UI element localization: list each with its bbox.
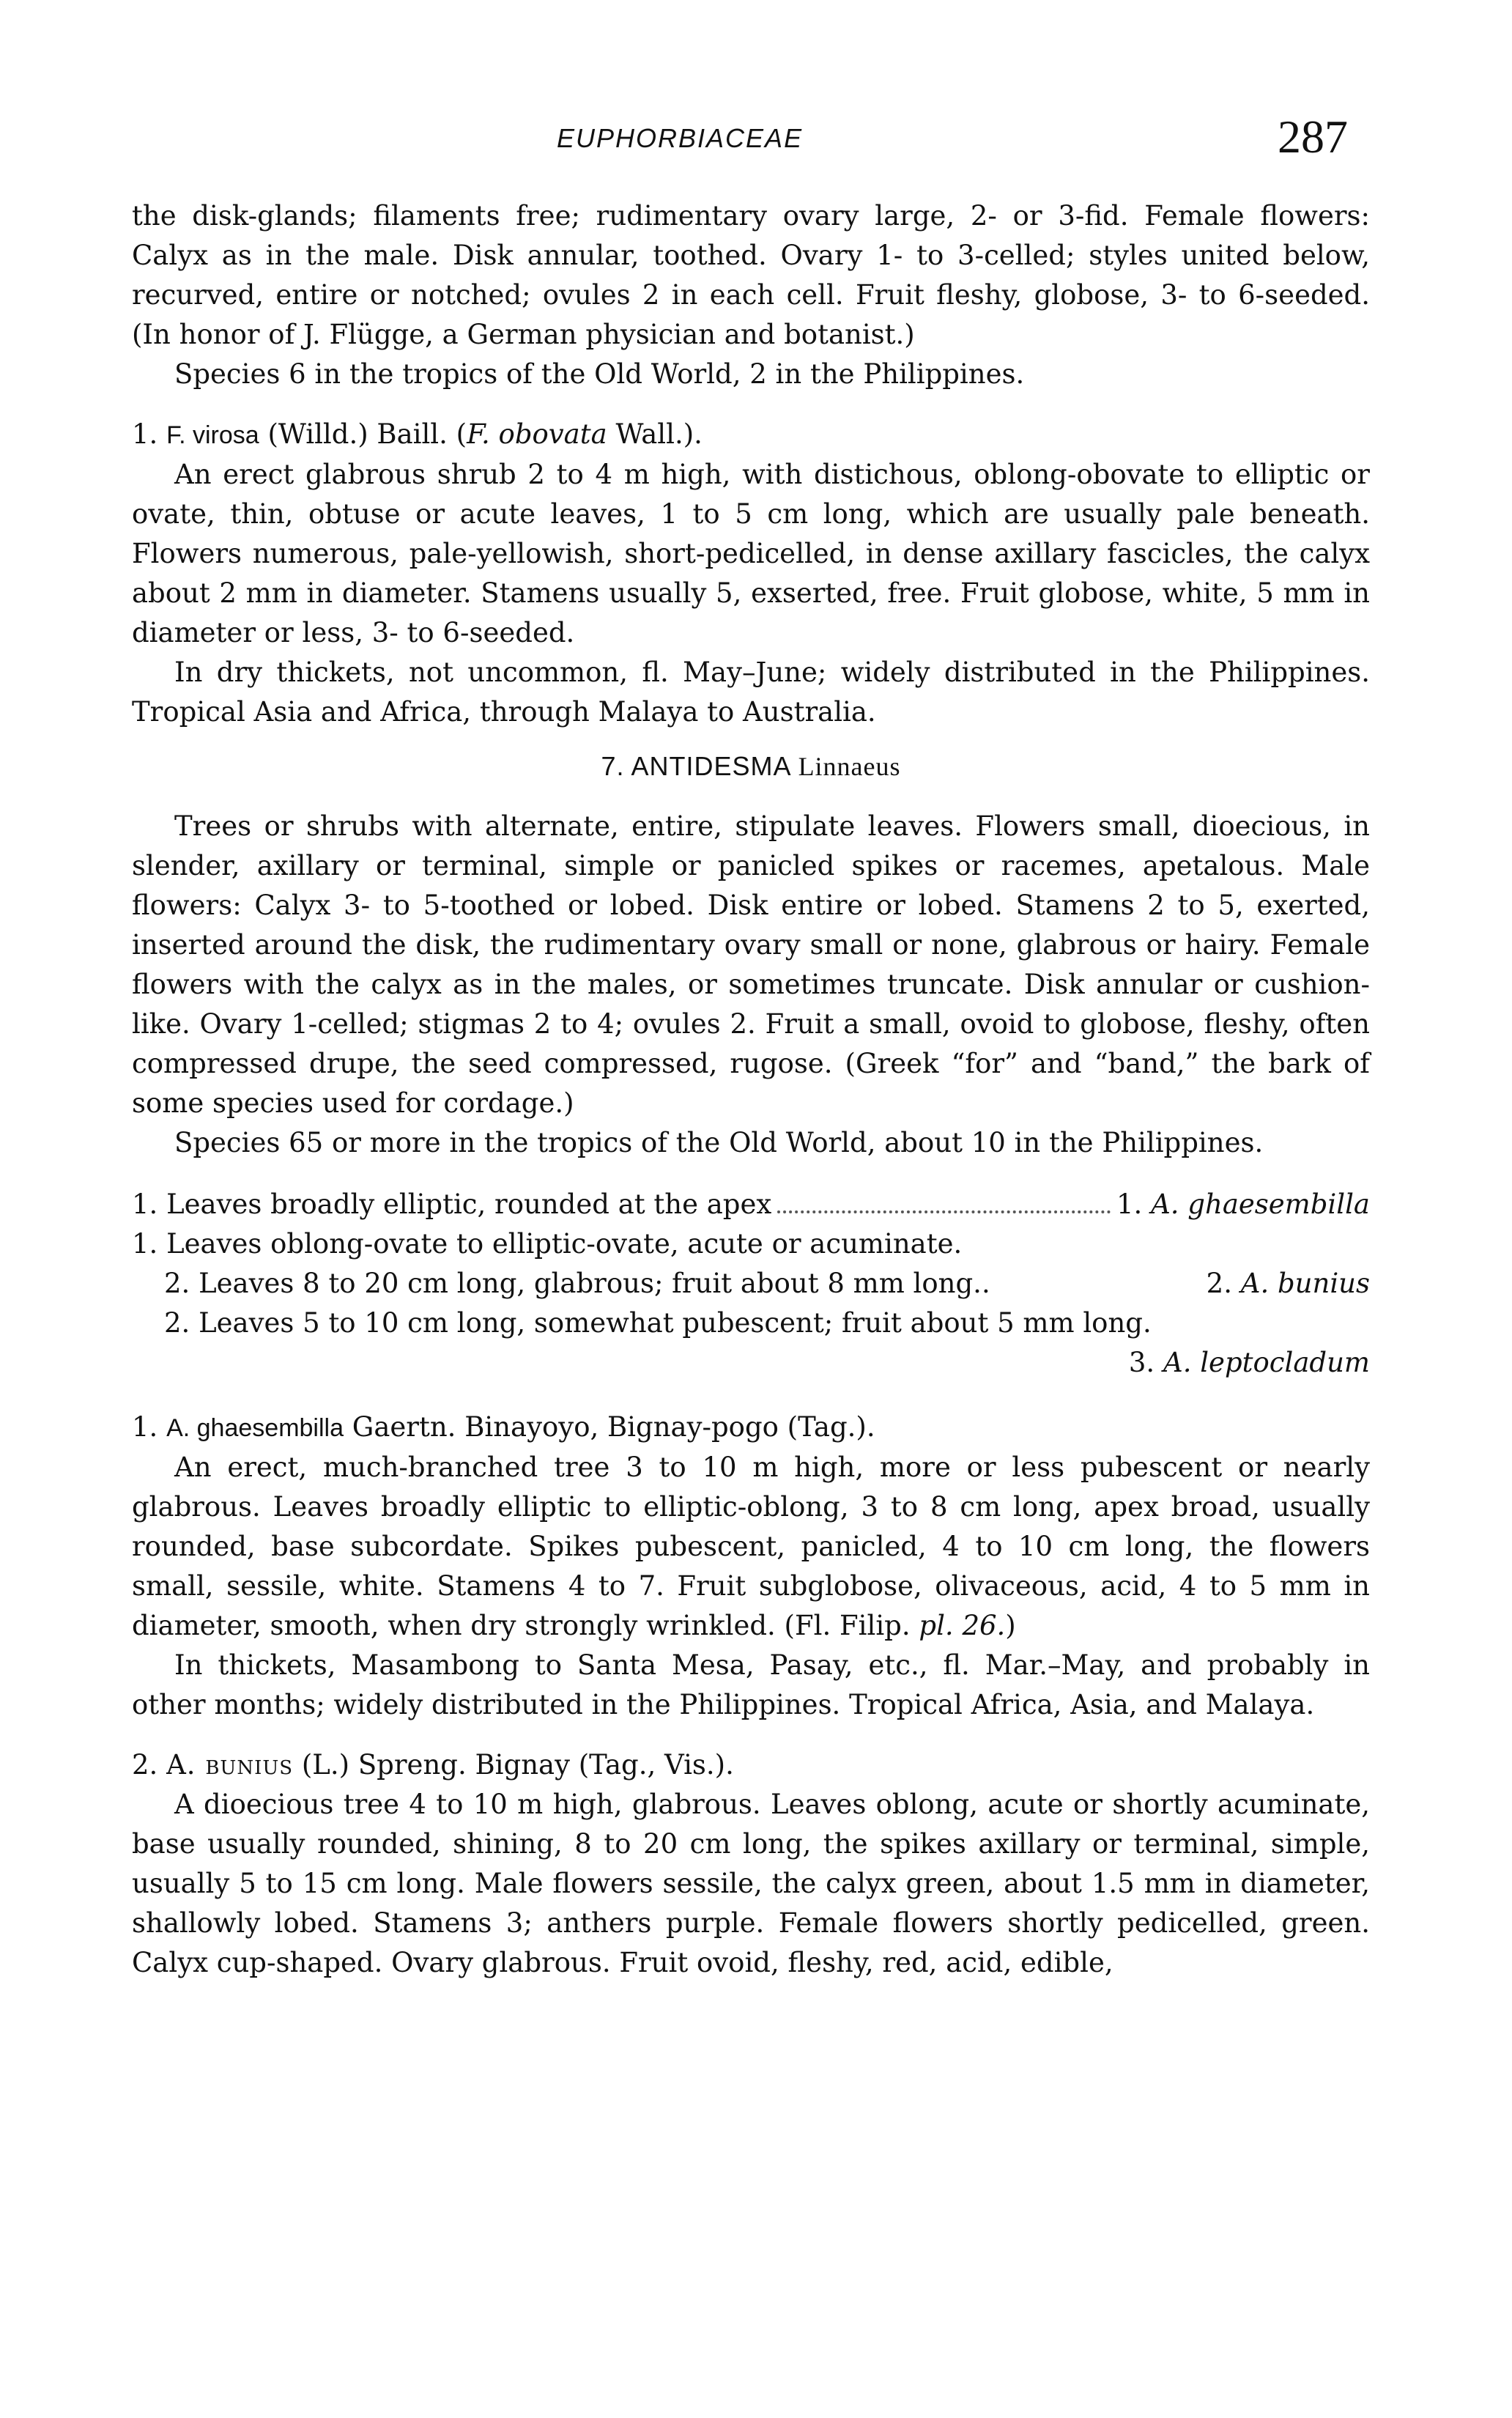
genus-distribution: Species 6 in the tropics of the Old World, 2 in the Philippines.: [174, 358, 1025, 390]
species-description: [132, 1448, 1370, 1646]
species-name: A. ghaesembilla: [166, 1414, 344, 1442]
species-heading-antidesma-bunius: [132, 1745, 1370, 1785]
species-number: 1.: [132, 1411, 158, 1443]
key-line: [132, 1264, 1370, 1304]
species-authority: (Willd.) Baill.: [267, 418, 448, 450]
description-text: An erect, much-branched tree 3 to 10 m high, more or less pubescent or nearly glabrous. Leaves broadly elliptic to elliptic-oblong, 3 to 8 cm long, apex broad, usually rounded, base subcordate. Spikes pubescent, panicled, 4 to 10 cm long, the flowers small, sessile, white. Stamens 4 to 7. Fruit subglobose, olivaceous, acid, 4 to 5 mm in diameter, smooth, when dry strongly wrinkled. (Fl. Filip.: [132, 1452, 1370, 1641]
key-text: 2. Leaves 8 to 20 cm long, glabrous; fruit about 8 mm long..: [164, 1268, 990, 1299]
species-authority: Gaertn.: [352, 1411, 456, 1443]
genus-description: Trees or shrubs with alternate, entire, stipulate leaves. Flowers small, dioecious, in slender, axillary or terminal, simple or panicled spikes or racemes, apetalous. Male flowers: Calyx 3- to 5-toothed or lobed. Disk entire or lobed. Stamens 2 to 5, exerted, inserted around the disk, the rudimentary ovary small or none, glabrous or hairy. Female flowers with the calyx as in the males, or sometimes truncate. Disk annular or cushion-like. Ovary 1-celled; stigmas 2 to 4; ovules 2. Fruit a small, ovoid to globose, fleshy, often compressed drupe, the seed compressed, rugose. (Greek “for” and “band,” the bark of some species used for cordage.): [132, 810, 1370, 1119]
key-line: [132, 1304, 1370, 1343]
key-text: 1. Leaves broadly elliptic, rounded at the apex: [132, 1188, 772, 1220]
key-result-species: A. bunius: [1240, 1268, 1370, 1299]
species-name: F. virosa: [166, 421, 259, 449]
genus-heading-antidesma: [132, 747, 1370, 786]
species-number: 2.: [132, 1749, 158, 1781]
synonym-open: (: [456, 418, 467, 450]
page-number: 287: [1278, 111, 1348, 163]
species-habitat: In thickets, Masambong to Santa Mesa, Pasay, etc., fl. Mar.–May, and probably in other months; widely distributed in the Philippines. Tropical Africa, Asia, and Malaya.: [132, 1649, 1370, 1720]
key-result-number: 3.: [1128, 1347, 1155, 1378]
key-text: 1. Leaves oblong-ovate to elliptic-ovate, acute or acuminate.: [132, 1228, 963, 1260]
species-heading-antidesma-ghaesembilla: [132, 1408, 1370, 1448]
key-result-species: A. ghaesembilla: [1151, 1188, 1370, 1220]
key-result-line: [132, 1343, 1370, 1383]
common-names: Binayoyo, Bignay-pogo (Tag.).: [464, 1411, 875, 1443]
genus-number: 7.: [601, 751, 625, 781]
key-result: [1116, 1185, 1370, 1224]
species-authority: (L.) Spreng.: [301, 1749, 467, 1781]
key-result-species: A. leptocladum: [1163, 1347, 1370, 1378]
common-names: Bignay (Tag., Vis.).: [475, 1749, 734, 1781]
genus-description-continuation: the disk-glands; filaments free; rudimentary ovary large, 2- or 3-fid. Female flowers: Calyx as in the male. Disk annular, toothed. Ovary 1- to 3-celled; styles united below, recurved, entire or notched; ovules 2 in each cell. Fruit fleshy, globose, 3- to 6-seeded. (In honor of J. Flügge, a German physician and botanist.): [132, 200, 1370, 350]
species-description: An erect glabrous shrub 2 to 4 m high, with distichous, oblong-obovate to elliptic or ovate, thin, obtuse or acute leaves, 1 to 5 cm long, which are usually pale beneath. Flowers numerous, pale-yellowish, short-pedicelled, in dense axillary fascicles, the calyx about 2 mm in diameter. Stamens usually 5, exserted, free. Fruit globose, white, 5 mm in diameter or less, 3- to 6-seeded.: [132, 459, 1370, 648]
description-close: ): [1005, 1610, 1016, 1641]
species-heading-flueggea-virosa: [132, 415, 1370, 455]
species-name: A. bunius: [166, 1749, 294, 1781]
page-body: [132, 196, 1370, 1983]
species-number: 1.: [132, 418, 158, 450]
species-habitat: In dry thickets, not uncommon, fl. May–June; widely distributed in the Philippines. Tropical Asia and Africa, through Malaya to Australia.: [132, 657, 1370, 728]
key-line: [132, 1185, 1370, 1224]
synonym-name: F. obovata: [467, 418, 607, 450]
genus-distribution: Species 65 or more in the tropics of the Old World, about 10 in the Philippines.: [174, 1127, 1264, 1158]
key-line: [132, 1224, 1370, 1264]
synonym-authority: Wall.).: [615, 418, 703, 450]
key-text: 2. Leaves 5 to 10 cm long, somewhat pubescent; fruit about 5 mm long.: [164, 1307, 1152, 1339]
dot-leader: [777, 1210, 1111, 1213]
page-header: [132, 110, 1348, 169]
genus-name: ANTIDESMA: [631, 751, 790, 781]
key-result-number: 1.: [1116, 1188, 1143, 1220]
genus-authority: Linnaeus: [798, 752, 901, 781]
species-description: A dioecious tree 4 to 10 m high, glabrous. Leaves oblong, acute or shortly acuminate, base usually rounded, shining, 8 to 20 cm long, the spikes axillary or terminal, simple, usually 5 to 15 cm long. Male flowers sessile, the calyx green, about 1.5 mm in diameter, shallowly lobed. Stamens 3; anthers purple. Female flowers shortly pedicelled, green. Calyx cup-shaped. Ovary glabrous. Fruit ovoid, fleshy, red, acid, edible,: [132, 1789, 1370, 1978]
key-result-number: 2.: [1206, 1268, 1232, 1299]
key-result: [1207, 1264, 1370, 1304]
plate-reference: pl. 26.: [919, 1610, 1006, 1641]
running-head: EUPHORBIACEAE: [557, 123, 804, 153]
species-key: [132, 1185, 1370, 1383]
